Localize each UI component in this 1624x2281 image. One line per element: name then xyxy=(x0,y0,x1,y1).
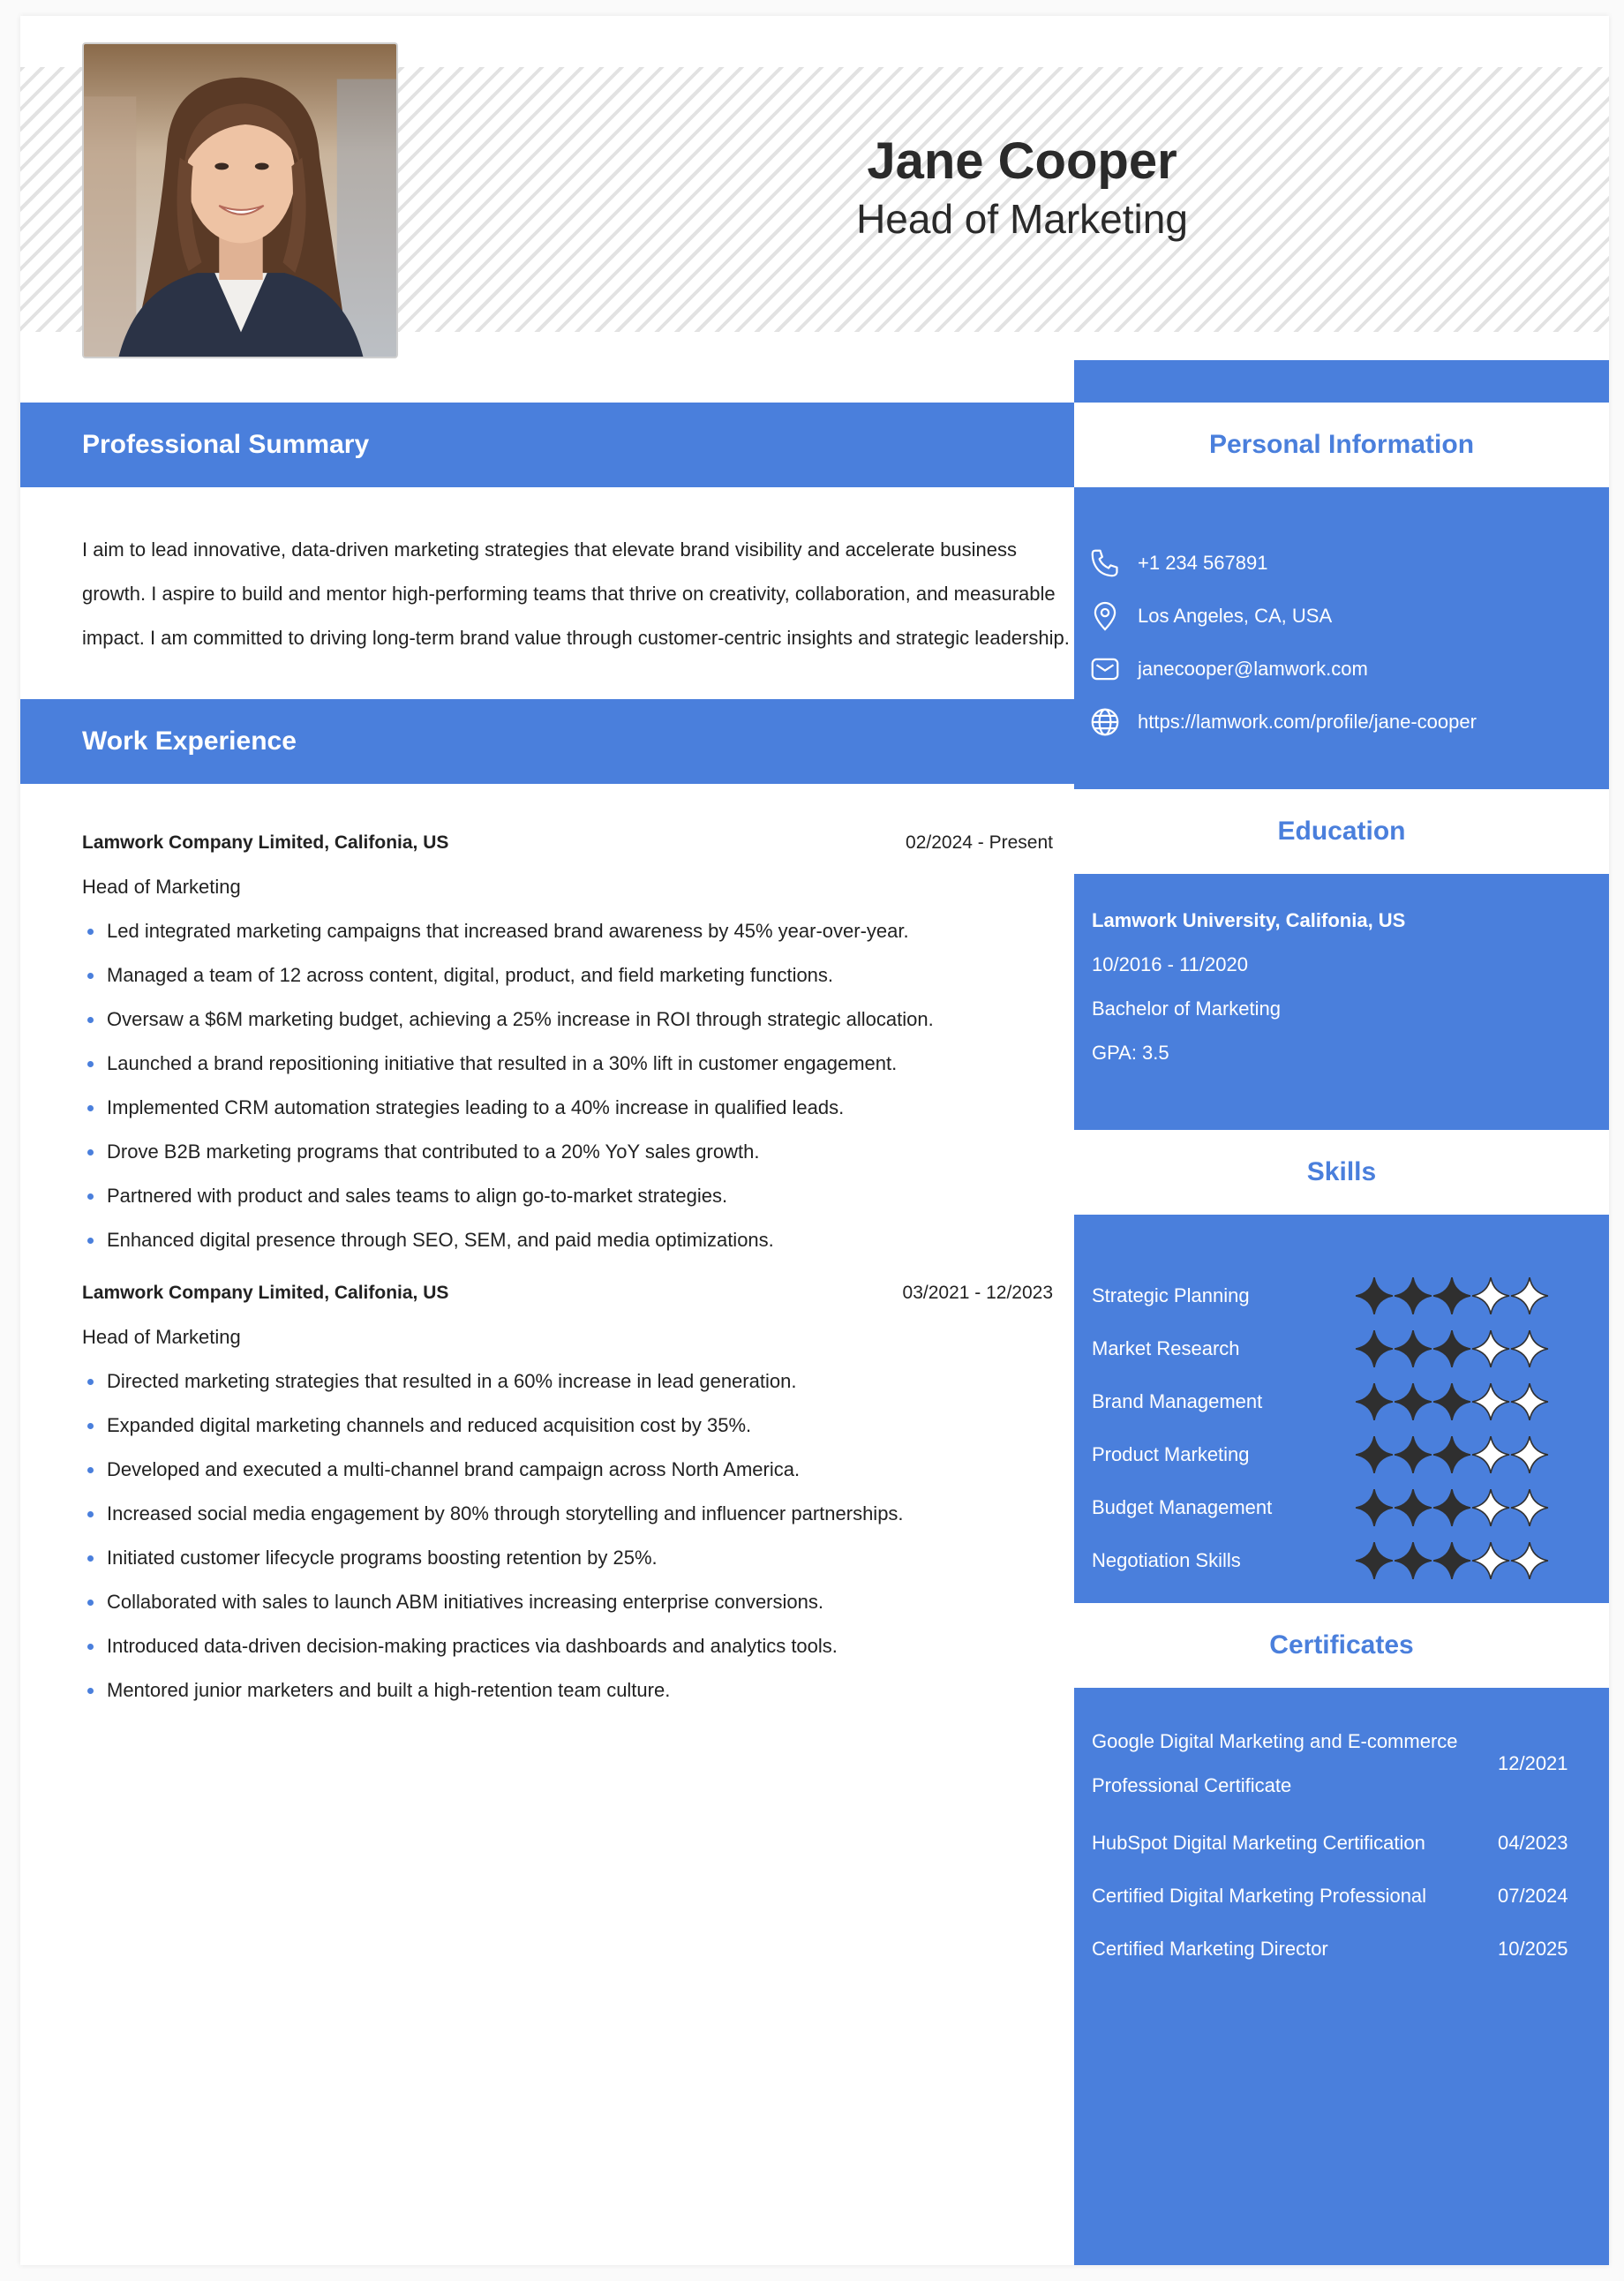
job-bullet: Mentored junior marketers and built a high-retention team culture. xyxy=(82,1668,1053,1713)
skill-row xyxy=(1092,1534,1586,1587)
certificate-name: Certified Digital Marketing Professional xyxy=(1092,1885,1427,1907)
star-filled-icon xyxy=(1355,1382,1394,1421)
star-filled-icon xyxy=(1432,1276,1471,1315)
sidebar-column xyxy=(1074,360,1609,2265)
job-bullet: Initiated customer lifecycle programs boosting retention by 25%. xyxy=(82,1536,1053,1580)
star-filled-icon xyxy=(1355,1488,1394,1527)
certificate-date: 10/2025 xyxy=(1498,1938,1568,1960)
website-link[interactable]: https://lamwork.com/profile/jane-cooper xyxy=(1138,711,1477,733)
certificate-row xyxy=(1092,1927,1586,1971)
star-filled-icon xyxy=(1394,1276,1432,1315)
skill-row xyxy=(1092,1269,1586,1322)
skill-row xyxy=(1092,1375,1586,1428)
star-filled-icon xyxy=(1355,1329,1394,1368)
star-filled-icon xyxy=(1394,1382,1432,1421)
contact-phone xyxy=(1088,541,1267,585)
education-gpa: GPA: 3.5 xyxy=(1092,1042,1169,1064)
skill-rating xyxy=(1355,1488,1549,1527)
mail-icon xyxy=(1088,652,1122,686)
job-dates: 02/2024 - Present xyxy=(906,832,1053,853)
job-bullet: Introduced data-driven decision-making practices via dashboards and analytics tools. xyxy=(82,1624,1053,1668)
contact-location xyxy=(1088,594,1332,638)
section-header-personal: Personal Information xyxy=(1074,403,1609,487)
job-bullet: Implemented CRM automation strategies leading to a 40% increase in qualified leads. xyxy=(82,1086,1053,1130)
section-header-education: Education xyxy=(1074,789,1609,874)
star-empty-icon xyxy=(1471,1329,1510,1368)
job-bullet: Directed marketing strategies that resulted in a 60% increase in lead generation. xyxy=(82,1359,1053,1404)
star-filled-icon xyxy=(1394,1541,1432,1580)
skill-rating xyxy=(1355,1435,1549,1474)
star-filled-icon xyxy=(1394,1488,1432,1527)
star-empty-icon xyxy=(1510,1329,1549,1368)
star-filled-icon xyxy=(1432,1435,1471,1474)
section-header-experience: Work Experience xyxy=(20,699,1074,784)
candidate-title: Head of Marketing xyxy=(856,196,1188,242)
location-text: Los Angeles, CA, USA xyxy=(1138,605,1333,627)
job-bullet: Led integrated marketing campaigns that increased brand awareness by 45% year-over-year. xyxy=(82,909,1053,953)
contact-email xyxy=(1088,647,1368,691)
skill-rating xyxy=(1355,1329,1549,1368)
skill-name: Market Research xyxy=(1092,1337,1240,1359)
job-role: Head of Marketing xyxy=(82,876,241,898)
job-bullet: Increased social media engagement by 80% through storytelling and influencer partnerships. xyxy=(82,1492,1053,1536)
star-empty-icon xyxy=(1471,1435,1510,1474)
job-bullets xyxy=(82,1359,1053,1713)
certificate-date: 04/2023 xyxy=(1498,1832,1568,1854)
name-block xyxy=(462,131,1583,245)
star-filled-icon xyxy=(1432,1488,1471,1527)
skill-row xyxy=(1092,1322,1586,1375)
job-bullet: Launched a brand repositioning initiative that resulted in a 30% lift in customer engagement. xyxy=(82,1042,1053,1086)
certificate-row xyxy=(1092,1720,1586,1808)
job-entry xyxy=(82,1271,1053,1713)
resume-page xyxy=(20,16,1609,2265)
job-bullet: Enhanced digital presence through SEO, SEM, and paid media optimizations. xyxy=(82,1218,1053,1262)
skill-row xyxy=(1092,1428,1586,1481)
star-empty-icon xyxy=(1510,1488,1549,1527)
profile-photo xyxy=(82,42,398,358)
education-dates: 10/2016 - 11/2020 xyxy=(1092,953,1248,975)
star-empty-icon xyxy=(1471,1382,1510,1421)
phone-icon xyxy=(1088,546,1122,580)
skill-name: Budget Management xyxy=(1092,1496,1273,1518)
contact-website xyxy=(1088,700,1477,744)
section-header-certificates: Certificates xyxy=(1074,1603,1609,1688)
star-filled-icon xyxy=(1394,1435,1432,1474)
skill-name: Negotiation Skills xyxy=(1092,1549,1241,1571)
star-empty-icon xyxy=(1510,1276,1549,1315)
certificate-date: 12/2021 xyxy=(1498,1752,1568,1774)
skill-name: Strategic Planning xyxy=(1092,1284,1250,1306)
education-degree: Bachelor of Marketing xyxy=(1092,997,1281,1020)
education-entry xyxy=(1092,899,1405,1075)
job-bullet: Developed and executed a multi-channel brand campaign across North America. xyxy=(82,1448,1053,1492)
star-filled-icon xyxy=(1355,1541,1394,1580)
skill-name: Product Marketing xyxy=(1092,1443,1250,1465)
job-dates: 03/2021 - 12/2023 xyxy=(902,1283,1053,1303)
star-filled-icon xyxy=(1432,1382,1471,1421)
section-header-skills: Skills xyxy=(1074,1130,1609,1215)
skill-row xyxy=(1092,1481,1586,1534)
certificate-date: 07/2024 xyxy=(1498,1885,1568,1907)
star-filled-icon xyxy=(1432,1329,1471,1368)
job-entry xyxy=(82,821,1053,1262)
certificate-name: Certified Marketing Director xyxy=(1092,1938,1328,1960)
star-empty-icon xyxy=(1471,1541,1510,1580)
summary-text: I aim to lead innovative, data-driven marketing strategies that elevate brand visibility and accelerate business growth. I aspire to build and mentor high-performing teams that thrive on creativity, collaboration, and measurable impact. I am committed to driving long-term brand value through customer-centric insights and strategic leadership. xyxy=(82,538,1070,649)
star-empty-icon xyxy=(1510,1382,1549,1421)
job-role: Head of Marketing xyxy=(82,1326,241,1348)
skill-rating xyxy=(1355,1541,1549,1580)
job-bullet: Collaborated with sales to launch ABM initiatives increasing enterprise conversions. xyxy=(82,1580,1053,1624)
skill-name: Brand Management xyxy=(1092,1390,1263,1412)
certificate-name: Google Digital Marketing and E-commerce Professional Certificate xyxy=(1092,1730,1458,1796)
star-empty-icon xyxy=(1510,1541,1549,1580)
star-empty-icon xyxy=(1471,1276,1510,1315)
education-school: Lamwork University, Califonia, US xyxy=(1092,909,1406,931)
certificate-row xyxy=(1092,1874,1586,1918)
job-company: Lamwork Company Limited, Califonia, US xyxy=(82,832,449,853)
star-filled-icon xyxy=(1432,1541,1471,1580)
star-filled-icon xyxy=(1355,1435,1394,1474)
job-bullet: Expanded digital marketing channels and reduced acquisition cost by 35%. xyxy=(82,1404,1053,1448)
star-filled-icon xyxy=(1355,1276,1394,1315)
job-bullets xyxy=(82,909,1053,1262)
job-company: Lamwork Company Limited, Califonia, US xyxy=(82,1283,449,1303)
job-bullet: Partnered with product and sales teams to align go-to-market strategies. xyxy=(82,1174,1053,1218)
skill-rating xyxy=(1355,1276,1549,1315)
globe-icon xyxy=(1088,705,1122,739)
skill-rating xyxy=(1355,1382,1549,1421)
location-pin-icon xyxy=(1088,599,1122,633)
star-filled-icon xyxy=(1394,1329,1432,1368)
email-link[interactable]: janecooper@lamwork.com xyxy=(1138,658,1368,680)
star-empty-icon xyxy=(1471,1488,1510,1527)
certificate-row xyxy=(1092,1821,1586,1865)
phone-text[interactable]: +1 234 567891 xyxy=(1138,552,1268,574)
star-empty-icon xyxy=(1510,1435,1549,1474)
job-bullet: Oversaw a $6M marketing budget, achieving a 25% increase in ROI through strategic allocation. xyxy=(82,997,1053,1042)
certificate-name: HubSpot Digital Marketing Certification xyxy=(1092,1832,1425,1854)
section-header-summary: Professional Summary xyxy=(20,403,1074,487)
job-bullet: Drove B2B marketing programs that contributed to a 20% YoY sales growth. xyxy=(82,1130,1053,1174)
job-bullet: Managed a team of 12 across content, digital, product, and field marketing functions. xyxy=(82,953,1053,997)
candidate-name: Jane Cooper xyxy=(867,132,1177,190)
